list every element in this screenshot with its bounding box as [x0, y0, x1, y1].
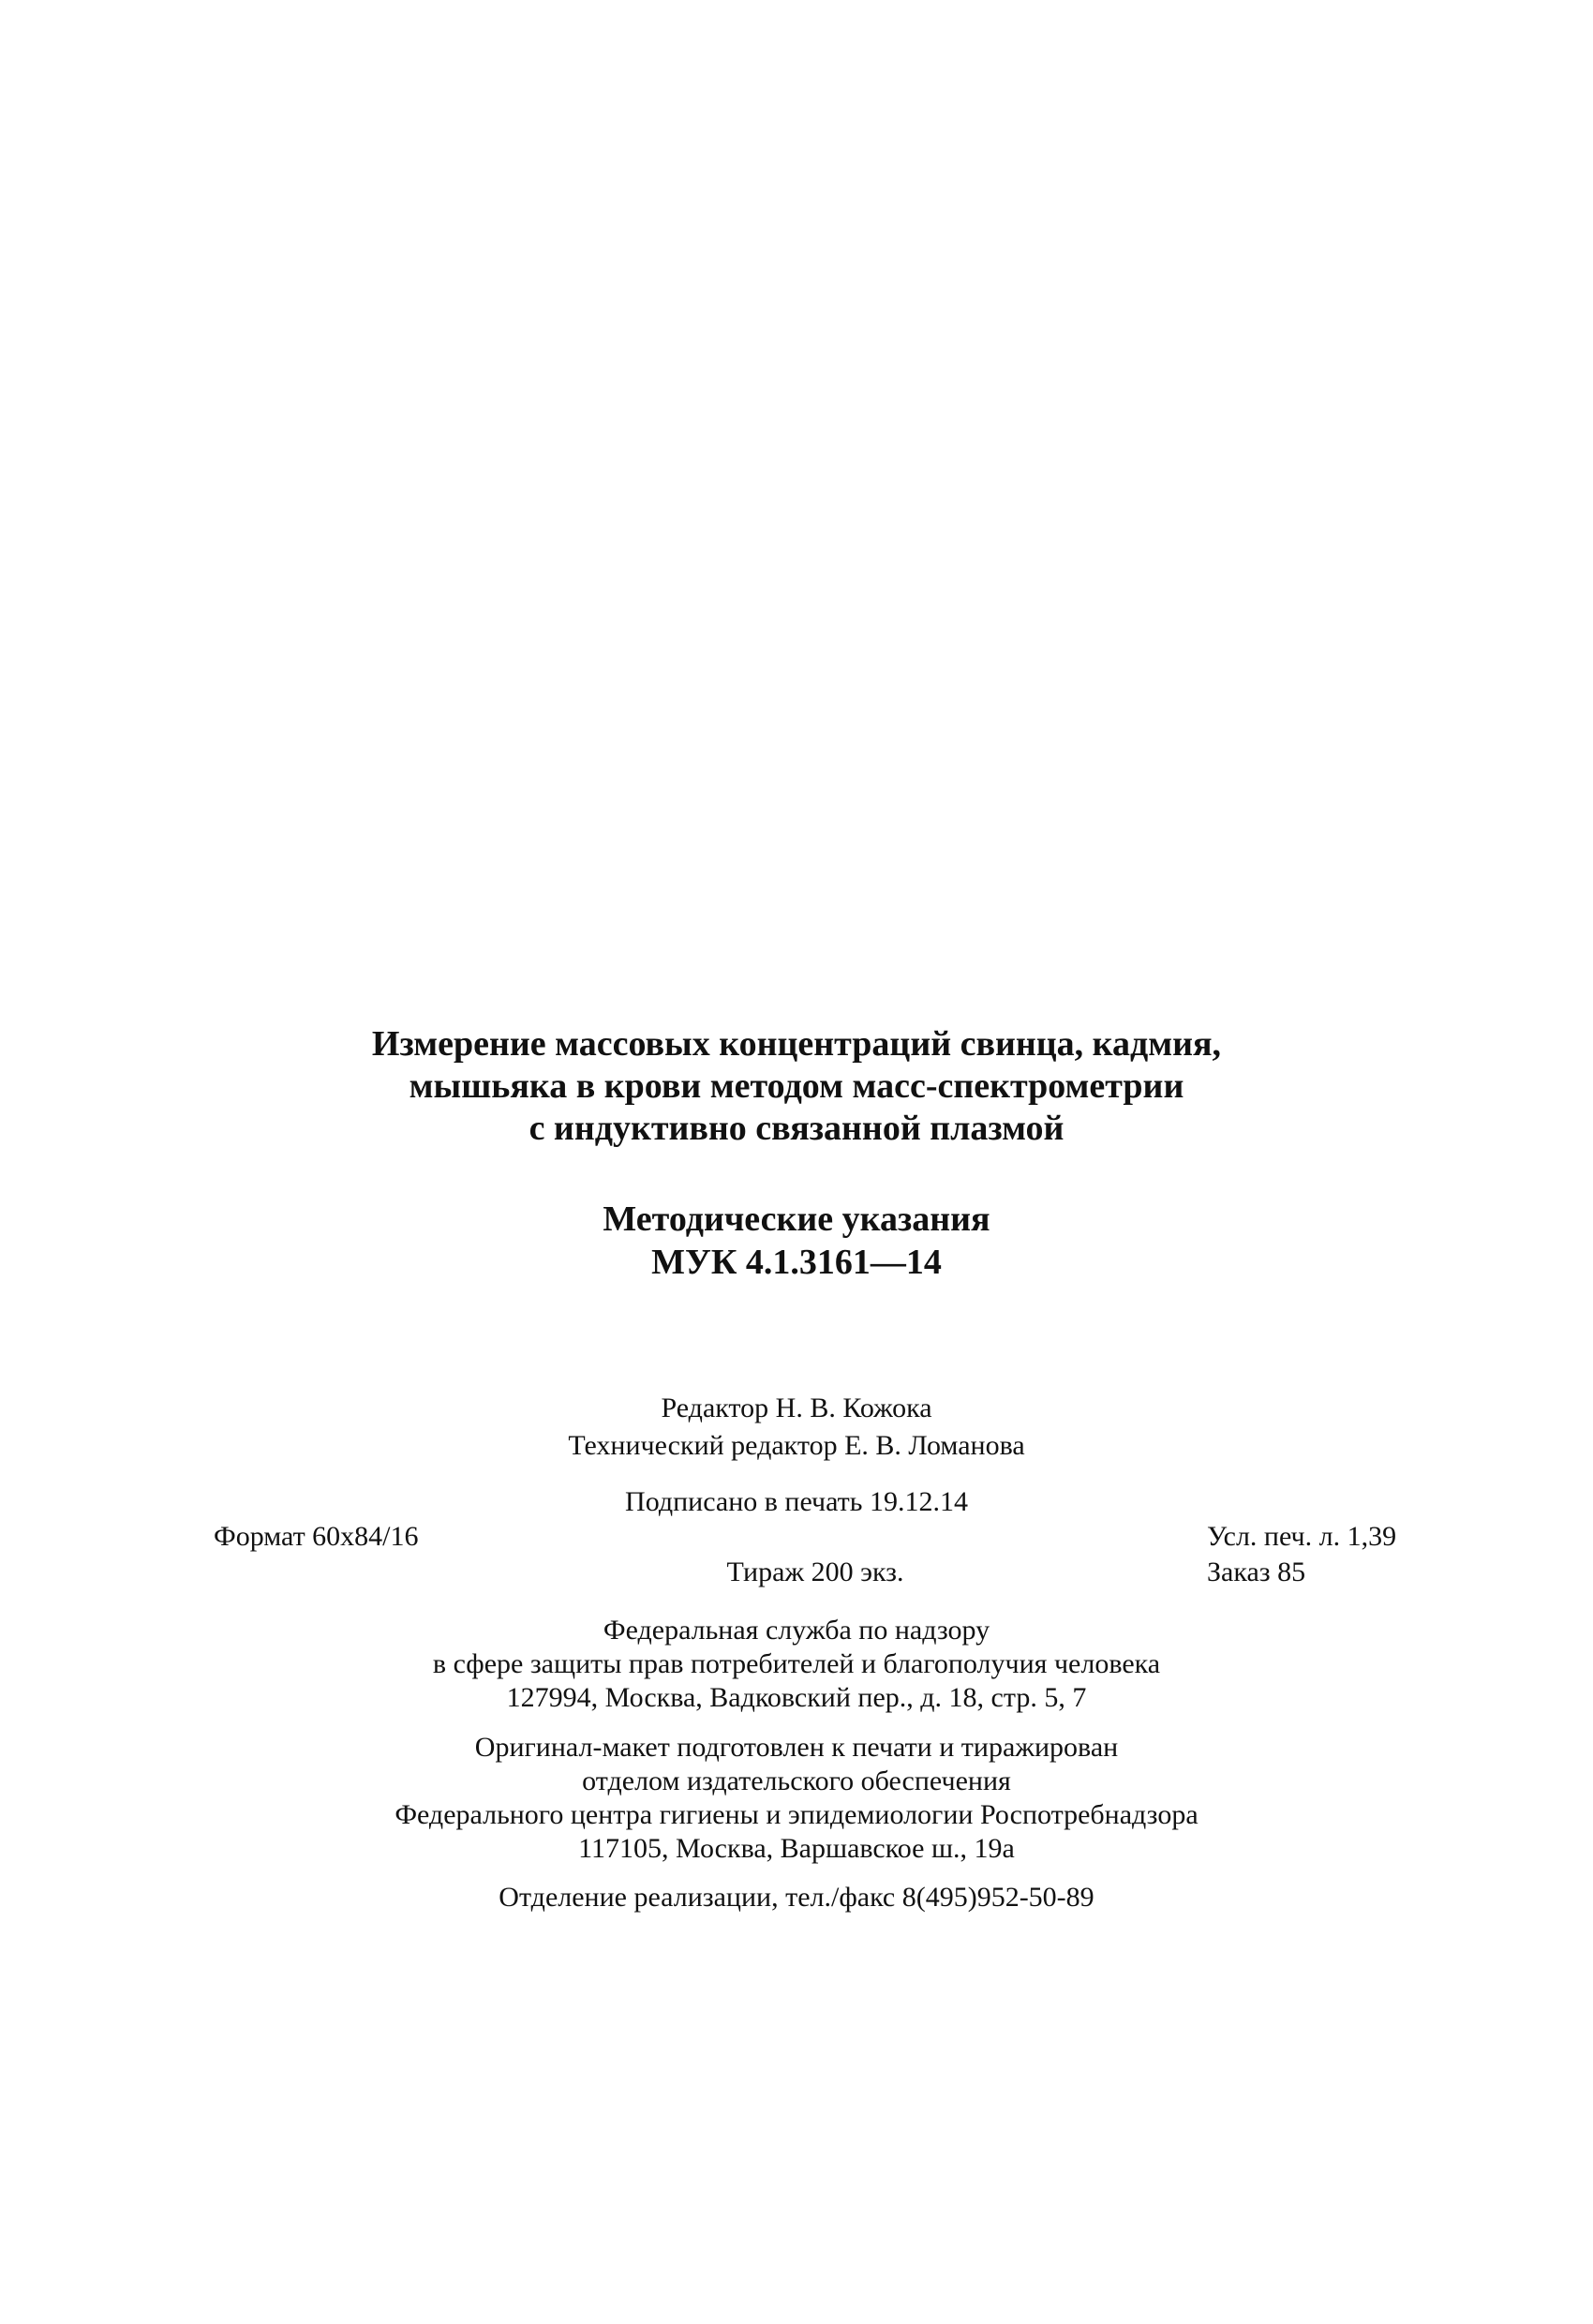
sales-contact: Отделение реализации, тел./факс 8(495)952-50-89	[499, 1882, 1094, 1913]
printer-line: отделом издательского обеспечения	[582, 1765, 1011, 1796]
editor: Редактор Н. В. Кожока	[661, 1393, 932, 1423]
printer-line: Федерального центра гигиены и эпидемиологии Роспотребнадзора	[395, 1799, 1198, 1830]
printer-address: 117105, Москва, Варшавское ш., 19а	[578, 1833, 1015, 1864]
title-line: мышьяка в крови методом масс-спектрометрии	[409, 1066, 1184, 1106]
document-type: Методические указания	[603, 1199, 990, 1239]
paper-format: Формат 60x84/16	[214, 1521, 419, 1552]
document-subtitle	[0, 1198, 1593, 1284]
technical-editor: Технический редактор Е. В. Ломанова	[568, 1430, 1025, 1461]
credits	[0, 1390, 1593, 1465]
document-title	[0, 1023, 1593, 1150]
signed-for-print: Подписано в печать 19.12.14	[625, 1486, 968, 1517]
sales-department	[0, 1881, 1593, 1914]
title-line: с индуктивно связанной плазмой	[529, 1109, 1064, 1148]
publisher-info	[0, 1614, 1593, 1715]
printer-info	[0, 1731, 1593, 1866]
printer-line: Оригинал-макет подготовлен к печати и тиражирован	[474, 1732, 1119, 1763]
publisher-address: 127994, Москва, Вадковский пер., д. 18, стр. 5, 7	[506, 1682, 1087, 1713]
document-code: МУК 4.1.3161—14	[651, 1243, 942, 1282]
print-run: Тираж 200 экз.	[726, 1557, 904, 1587]
order-number: Заказ 85	[1207, 1557, 1306, 1587]
publisher-line: в сфере защиты прав потребителей и благополучия человека	[432, 1648, 1161, 1679]
printed-sheets: Усл. печ. л. 1,39	[1207, 1521, 1397, 1552]
publisher-line: Федеральная служба по надзору	[603, 1615, 990, 1646]
title-line: Измерение массовых концентраций свинца, кадмия,	[371, 1024, 1222, 1064]
